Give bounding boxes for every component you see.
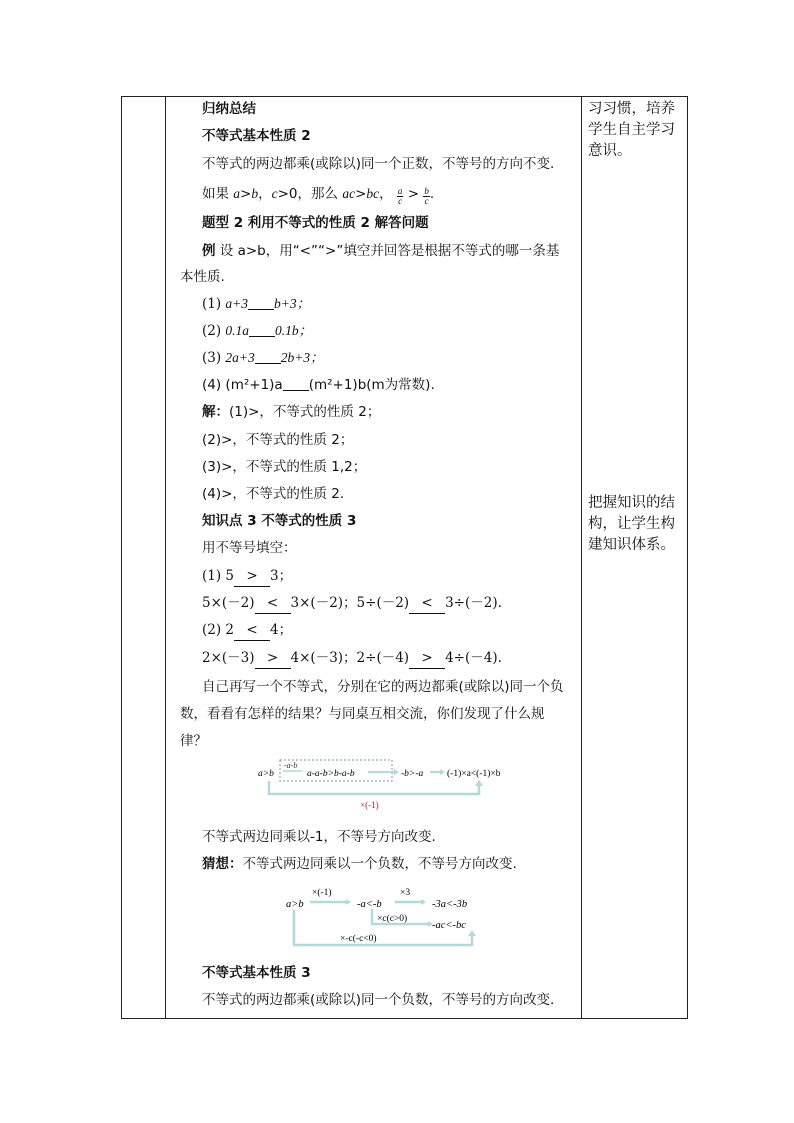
text: >0，那么 [277,186,343,202]
arrow-1-head [346,899,351,905]
fill-2 [202,593,502,614]
text: (2) 2 [202,622,235,638]
text: 4÷(－4). [445,650,502,666]
text: 设 a>b，用“<”“>”填空并回答是根据不等式的哪一条基 [215,243,560,259]
var: b [251,186,259,201]
fill-prompt: 用不等号填空： [202,540,297,556]
para-line-3: 律？ [180,733,207,749]
text: (1) 5 [202,568,235,584]
answer-blank[interactable] [249,322,275,337]
text: 3÷(－2). [445,595,502,611]
text: 2×(－3) [202,650,255,666]
lesson-table [121,96,688,1019]
text: (1)>，不等式的性质 2； [229,404,381,420]
text: 0.1a [225,323,250,338]
text: 2a+3 [225,350,255,365]
fill-1 [202,566,292,587]
frac-num: b [424,186,429,196]
bottom-loop-arrow-head [468,930,476,936]
var: c [271,186,278,201]
side-note-line: 习习惯，培养 [588,101,675,117]
solution-label: 解： [202,404,229,420]
fill-4 [202,648,502,669]
node-a-gt-b: a>b [286,899,304,910]
question-4 [202,375,435,395]
node-neg-ac-lt-neg-bc: -ac<-bc [432,920,466,931]
text: (1) [202,296,226,312]
node-neg-a-lt-neg-b: -a<-b [357,899,382,910]
fill-3 [202,620,292,641]
example-line-2: 本性质. [180,269,225,285]
label-times-3: ×3 [400,888,411,898]
side-note-structure [588,493,680,556]
type2-heading: 题型 2 利用不等式的性质 2 解答问题 [202,215,429,231]
text: b+3； [274,296,311,311]
side-note-line: 意识。 [588,143,632,159]
side-note-line: 把握知识的结 [588,495,675,511]
text: > [355,186,367,202]
var: ac [342,186,356,201]
frac-num: a [397,186,403,196]
solution-4: (4)>，不等式的性质 2. [202,486,345,502]
text: (2) [202,323,226,339]
node-result: (-1)×a<(-1)×b [447,769,501,779]
fill-answer: > [255,648,291,669]
text: 不等式两边同乘以一个负数，不等号方向改变. [242,856,517,872]
text: 3； [270,568,293,584]
property3-text: 不等式的两边都乘(或除以)同一个负数，不等号的方向改变. [202,992,555,1008]
node-neg-3a-lt-neg-3b: -3a<-3b [432,899,468,910]
transform-diagram-2 [282,885,502,953]
text: 0.1b； [275,323,313,338]
answer-blank[interactable] [248,295,274,310]
fraction-a-over-c [397,187,404,206]
text: (3) [202,350,226,366]
text: . [429,186,435,202]
observation-text: 不等式两边同乘以-1，不等号方向改变. [202,829,436,845]
solution-2: (2)>，不等式的性质 2； [202,432,354,448]
text: ， [258,186,272,202]
fill-answer: > [409,648,445,669]
fill-answer: < [255,593,291,614]
text: a+3 [225,296,249,311]
fill-answer: < [234,620,270,641]
arrow-1-head [394,769,399,775]
arrow-2-head [421,899,426,905]
box-label: -a-b [284,761,298,770]
text: 2b+3； [280,350,324,365]
column-divider-2 [581,97,582,1018]
node-neg-b-gt-neg-a: -b>-a [401,769,424,779]
node-a-gt-b: a>b [258,769,274,779]
side-note-line: 建知识体系。 [588,537,675,553]
property2-text: 不等式的两边都乘(或除以)同一个正数，不等号的方向不变. [202,156,555,172]
var: a [233,186,241,201]
frac-den: c [424,196,429,206]
text: (m²+1)b(m为常数). [308,377,435,393]
property2-heading: 不等式基本性质 2 [202,128,311,144]
text: 如果 [202,186,234,202]
question-2 [202,321,312,341]
guess-label: 猜想： [202,856,243,872]
text: (4) [202,377,226,393]
side-note-line: 学生自主学习 [588,122,675,138]
text: (m²+1)a [225,377,283,393]
answer-blank[interactable] [255,349,281,364]
para-line-1: 自己再写一个不等式，分别在它的两边都乘(或除以)同一个负 [202,679,564,695]
text: 5×(－2) [202,595,255,611]
kp3-heading: 知识点 3 不等式的性质 3 [202,513,357,529]
property3-heading: 不等式基本性质 3 [202,965,311,981]
side-note-habit [588,99,680,162]
example-label: 例 [202,243,216,259]
label-times-neg1: ×(-1) [312,888,332,898]
node-intermediate: a-a-b>b-a-b [307,769,355,779]
para-line-2: 数，看看有怎样的结果？与同桌互相交流，你们发现了什么规 [180,706,545,722]
frac-den: c [398,196,403,206]
text: 4； [270,622,293,638]
loop-arrow-head [475,780,483,786]
var: bc [366,186,380,201]
side-note-line: 构，让学生构 [588,516,675,532]
loop-label: ×(-1) [360,800,379,810]
column-divider-1 [165,97,166,1018]
solution-3: (3)>，不等式的性质 1,2； [202,459,367,475]
text: > [240,186,252,202]
loop-arrow [269,781,479,794]
property2-symbolic [202,184,434,206]
text: ， [379,186,393,202]
arrow-2-head [440,769,445,775]
answer-blank[interactable] [283,376,309,391]
question-3 [202,348,324,368]
transform-diagram-1 [252,757,522,817]
example-line-1 [202,241,559,261]
text: > [407,186,420,202]
fill-answer: < [409,593,445,614]
label-times-neg-c: ×-c(-c<0) [340,934,377,944]
fill-answer: > [234,566,270,587]
guess-line [202,854,517,874]
question-1 [202,294,310,314]
label-times-c: ×c(c>0) [377,914,408,924]
solution-1 [202,402,380,422]
summary-heading: 归纳总结 [202,101,256,117]
text: 3×(－2)；5÷(－2) [290,595,410,611]
text: 4×(－3)；2÷(－4) [290,650,410,666]
